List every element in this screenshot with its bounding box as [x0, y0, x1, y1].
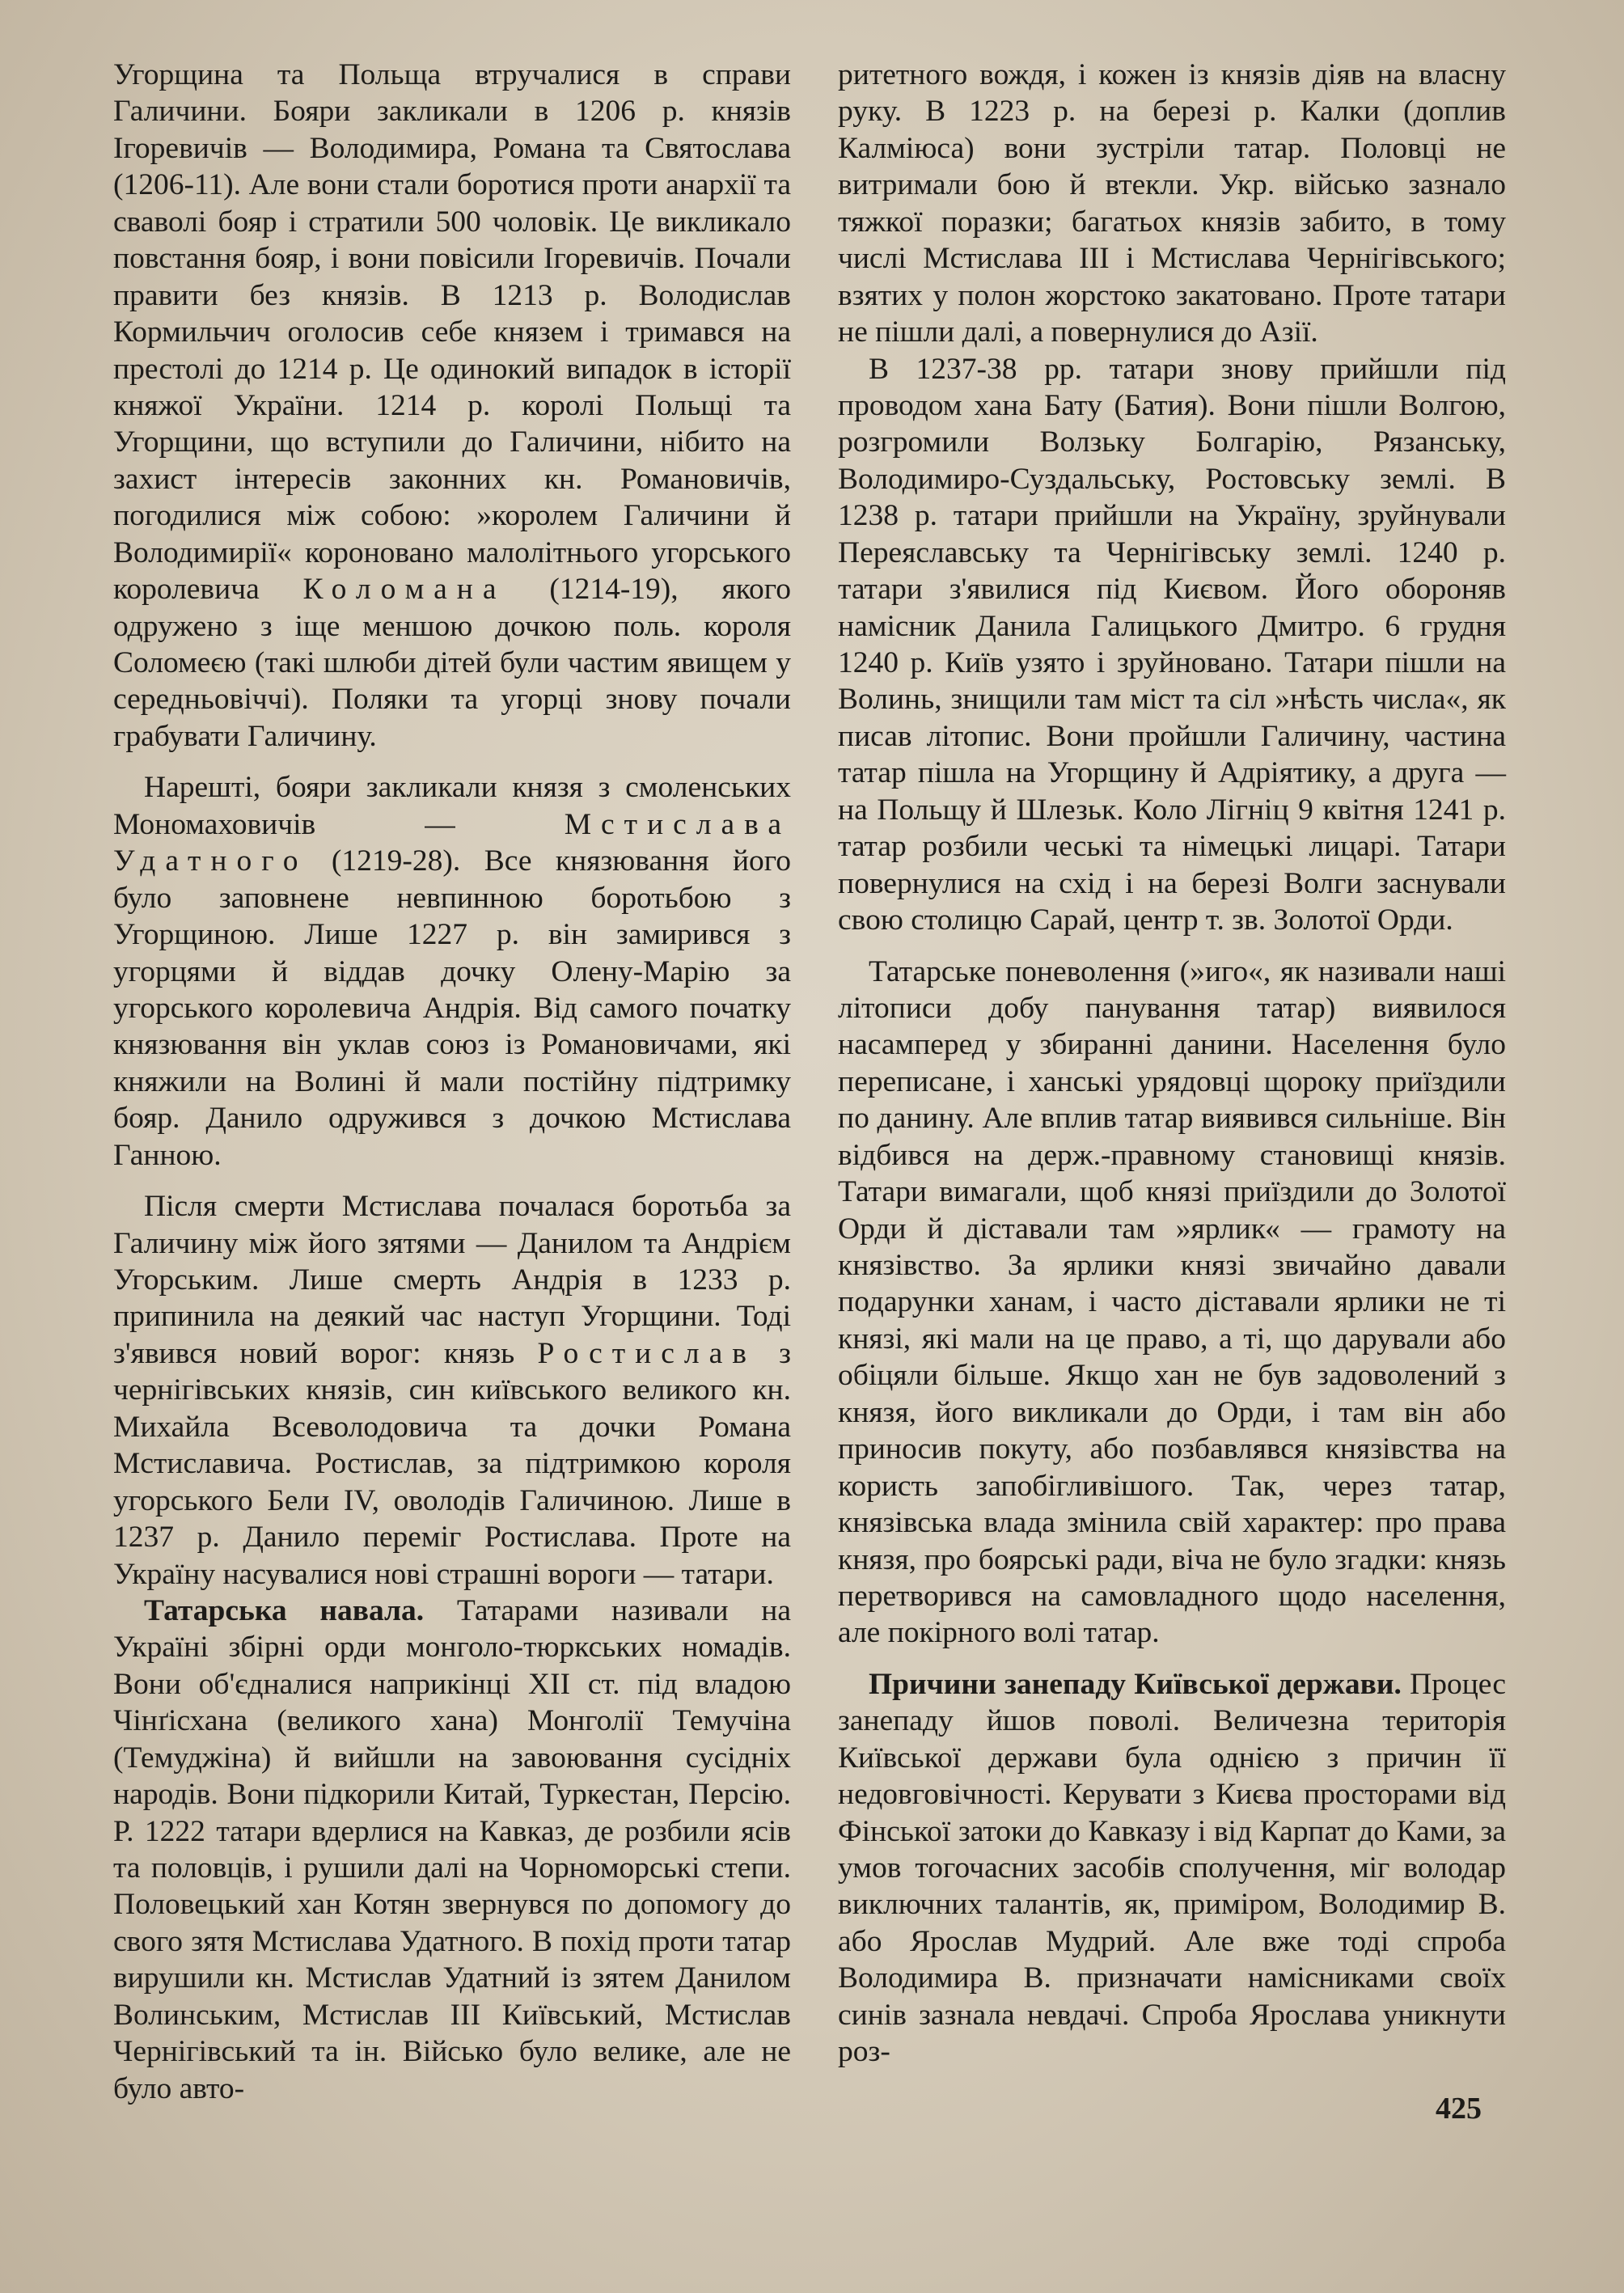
paragraph: Татарська навала. Татарами називали на Україні збірні орди монголо-тюркських номадів. Вони об'єдналися наприкінці XII ст. під владою Чінґісхана (великого хана) Монголії Темучіна (Темуджіна) й вийшли на завоювання сусідніх народів. Вони підкорили Китай, Туркестан, Персію. Р. 1222 татари вдерлися на Кавказ, де розбили ясів та половців, і рушили далі на Чорноморські степи. Половецький хан Котян звернувся по допомогу до свого зятя Мстислава Удатного. В похід проти татар вирушили кн. Мстислав Удатний із зятем Данилом Волинським, Мстислав III Київський, Мстислав Чернігівський та ін. Військо було велике, але не було авто-	[113, 1593, 791, 2105]
page-number: 425	[1436, 2092, 1482, 2126]
paragraph: Після смерти Мстислава почалася боротьба за Галичину між його зятями — Данилом та Андрієм Угорським. Лише смерть Андрія в 1233 р. припинила на деякий час наступ Угорщини. Тоді з'явився новий ворог: князь Ростислав з чернігівських князів, син київського великого кн. Михайла Всеволодовича та дочки Романа Мстиславича. Ростислав, за підтримкою короля угорського Бели IV, оволодів Галичиною. Лише в 1237 р. Данило переміг Ростислава. Проте на Україну насувалися нові страшні вороги — татари.	[113, 1190, 791, 1591]
section-heading: Татарська навала.	[144, 1593, 425, 1627]
spaced-name: Мстислава Удатного	[113, 807, 791, 878]
right-column	[838, 57, 1506, 2071]
spaced-name: Коломана	[302, 573, 506, 607]
paragraph: Причини занепаду Київської держави. Процес занепаду йшов поволі. Величезна територія Київської держави була однією з причин її недовговічності. Керувати з Києва просторами від Фінської затоки до Кавказу і від Карпат до Ками, за умов тогочасних засобів сполучення, міг володар виключних талантів, як, приміром, Володимир В. або Ярослав Мудрий. Але вже тоді спроба Володимира В. призначати намісниками своїх синів зазнала невдачі. Спроба Ярослава уникнути роз-	[838, 1667, 1506, 2069]
left-column	[113, 57, 791, 2107]
paragraph: В 1237-38 рр. татари знову прийшли під проводом хана Бату (Батия). Вони пішли Волгою, розгромили Волзьку Болгарію, Рязанську, Володимиро-Суздальську, Ростовську землі. В 1238 р. татари прийшли на Україну, зруйнували Переяславську та Чернігівську землі. 1240 р. татари з'явилися під Києвом. Його обороняв намісник Данила Галицького Дмитро. 6 грудня 1240 р. Київ узято і зруйновано. Татари пішли на Волинь, знищили там міст та сіл »нѣсть числа«, як писав літопис. Вони пройшли Галичину, частина татар пішла на Угорщину й Адріятику, а друга — на Польщу й Шлезьк. Коло Лігніц 9 квітня 1241 р. татар розбили чеські та німецькі лицарі. Татари повернулися на схід і на березі Волги заснували свою столицю Сарай, центр т. зв. Золотої Орди.	[838, 352, 1506, 937]
paragraph: Татарське поневолення (»иго«, як називали наші літописи добу панування татар) виявилося насамперед у збиранні данини. Населення було переписане, і ханські урядовці щороку приїздили по данину. Але вплив татар виявився сильніше. Він відбився на держ.-правному становищі князів. Татари вимагали, щоб князі приїздили до Золотої Орди й діставали там »ярлик« — грамоту на князівство. За ярлики князі звичайно давали подарунки ханам, і часто діставали ярлики не ті князі, які мали на це право, а ті, що дарували або обіцяли більше. Якщо хан не був задоволений з князя, його викликали до Орди, і там він або приносив покуту, або позбавлявся князівства на користь запобігливішого. Так, через татар, князівська влада змінила свій характер: про права князя, про боярські ради, віча не було згадки: князь перетворився на самовладного щодо населення, але покірного волі татар.	[838, 954, 1506, 1650]
section-heading: Причини занепаду Київської держави.	[869, 1667, 1402, 1701]
paragraph: Угорщина та Польща втручалися в справи Галичини. Бояри закликали в 1206 р. князів Ігоревичів — Володимира, Романа та Святослава (1206-11). Але вони стали боротися проти анархії та сваволі бояр і стратили 500 чоловік. Це викликало повстання бояр, і вони повісили Ігоревичів. Почали правити без князів. В 1213 р. Володислав Кормильчич оголосив себе князем і тримався на престолі до 1214 р. Це одинокий випадок в історії княжої України. 1214 р. королі Польщі та Угорщини, що вступили до Галичини, нібито на захист інтересів законних кн. Романовичів, погодилися між собою: »королем Галичини й Володимирії« короновано малолітнього угорського королевича Коломана (1214-19), якого одружено з іще меншою дочкою поль. короля Соломеєю (такі шлюби дітей були частим явищем у середньовіччі). Поляки та угорці знову почали грабувати Галичину.	[113, 58, 791, 753]
spaced-name: Ростислав	[537, 1336, 756, 1370]
paragraph: Нарешті, бояри закликали князя з смоленських Мономаховичів — Мстислава Удатного (1219-28). Все князювання його було заповнене невпинною боротьбою з Угорщиною. Лише 1227 р. він замирився з угорцями й віддав дочку Олену-Марію за угорського королевича Андрія. Від самого початку князювання він уклав союз із Романовичами, які княжили на Волині й мали постійну підтримку бояр. Данило одружився з дочкою Мстислава Ганною.	[113, 771, 791, 1172]
paragraph: ритетного вождя, і кожен із князів діяв на власну руку. В 1223 р. на березі р. Калки (доплив Калміюса) вони зустріли татар. Половці не витримали бою й втекли. Укр. військо зазнало тяжкої поразки; багатьох князів забито, в тому числі Мстислава III і Мстислава Чернігівського; взятих у полон жорстоко закатовано. Проте татари не пішли далі, а повернулися до Азії.	[838, 58, 1506, 349]
